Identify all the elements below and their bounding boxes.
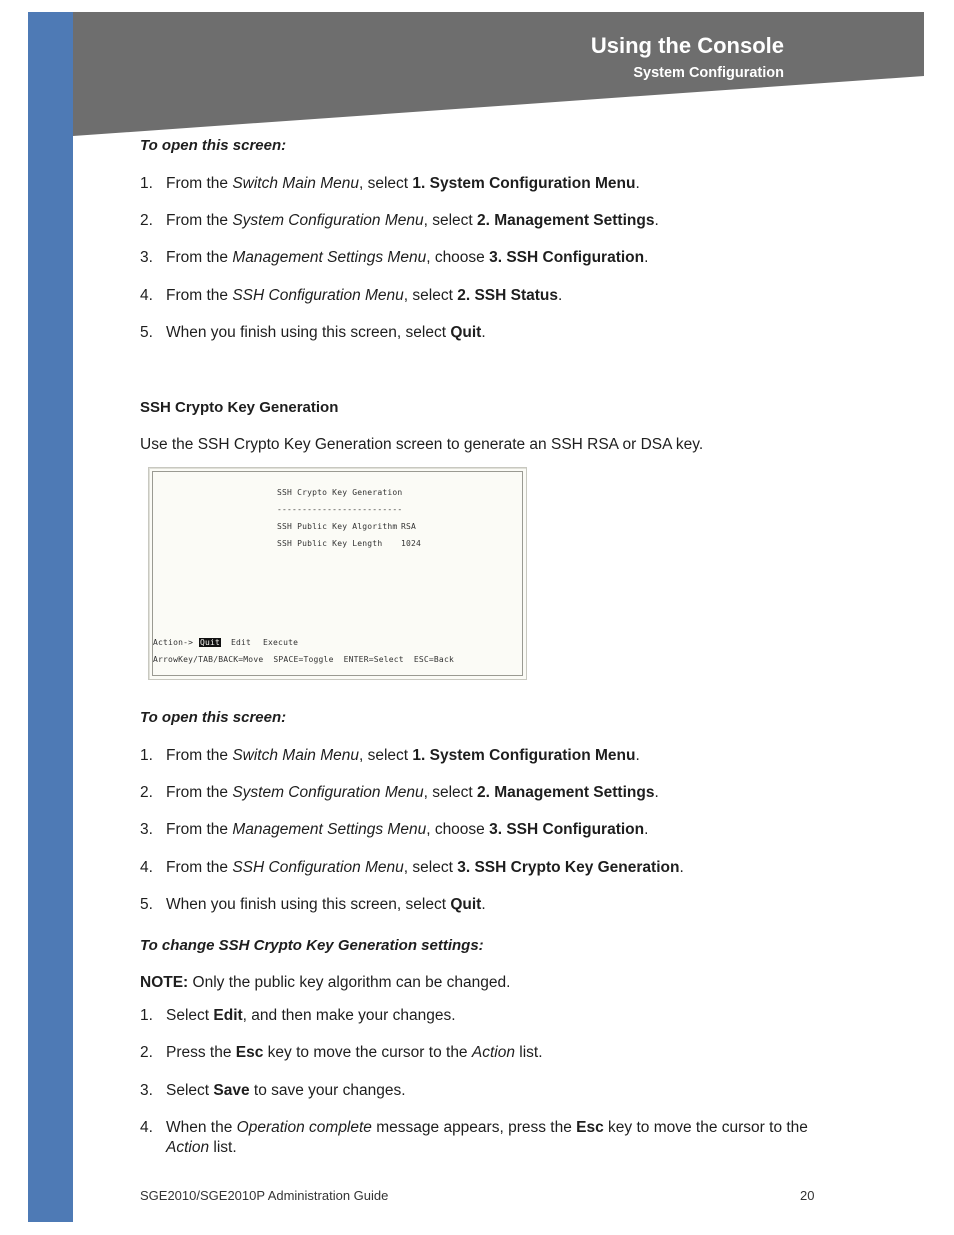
change-settings-label: To change SSH Crypto Key Generation settings: (140, 937, 484, 954)
console-underline: ------------------------- (277, 505, 403, 514)
header-band (73, 12, 924, 136)
step-number: 2. (140, 1044, 153, 1061)
section-intro: Use the SSH Crypto Key Generation screen to generate an SSH RSA or DSA key. (140, 436, 704, 453)
console-row-label: SSH Public Key Length (277, 539, 383, 548)
note-text: Only the public key algorithm can be changed. (188, 974, 511, 991)
note (140, 973, 830, 993)
section-heading: SSH Crypto Key Generation (140, 399, 339, 416)
step-number: 4. (140, 287, 153, 304)
note-label: NOTE: (140, 974, 189, 991)
step-number: 3. (140, 821, 153, 838)
step-number: 2. (140, 784, 153, 801)
step-number: 4. (140, 859, 153, 876)
open-screen-label-1: To open this screen: (140, 137, 287, 154)
console-row-label: SSH Public Key Algorithm (277, 522, 398, 531)
open-screen-label-2: To open this screen: (140, 709, 287, 726)
footer-page-number: 20 (800, 1188, 815, 1203)
console-row-value: 1024 (401, 539, 422, 548)
console-row-value: RSA (401, 522, 417, 531)
step-number: 3. (140, 249, 153, 266)
page-subtitle: System Configuration (633, 65, 784, 81)
console-screenshot (148, 467, 527, 680)
step-number: 3. (140, 1082, 153, 1099)
page-title: Using the Console (590, 33, 784, 58)
page-side-bar (28, 12, 73, 1222)
step-number: 5. (140, 324, 153, 341)
console-action-quit: Quit (200, 638, 221, 647)
step-number: 4. (140, 1119, 153, 1136)
step-number: 1. (140, 1007, 153, 1024)
step-number: 2. (140, 212, 153, 229)
console-help-line: ArrowKey/TAB/BACK=Move SPACE=Toggle ENTER=Select ESC=Back (153, 655, 454, 664)
console-action-execute: Execute (263, 638, 299, 647)
console-action-edit: Edit (231, 638, 252, 647)
console-title: SSH Crypto Key Generation (277, 488, 403, 497)
step-number: 1. (140, 175, 153, 192)
step-number: 1. (140, 747, 153, 764)
footer-guide-title: SGE2010/SGE2010P Administration Guide (140, 1188, 389, 1203)
console-action-label: Action-> (153, 638, 194, 647)
step-number: 5. (140, 896, 153, 913)
